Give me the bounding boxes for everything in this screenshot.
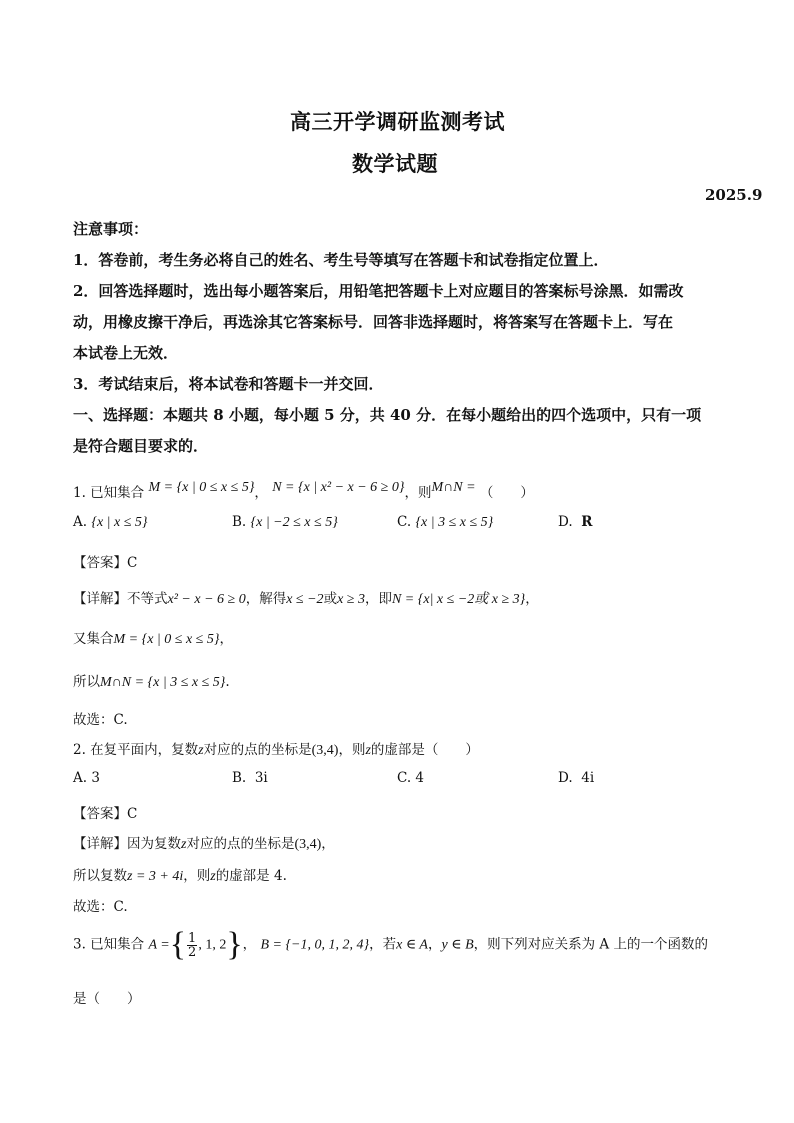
- note-2-line-2: 动，用橡皮擦干净后，再选涂其它答案标号．回答非选择题时，将答案写在答题卡上．写在: [73, 313, 674, 331]
- q2-option-a: A. 3: [73, 770, 100, 786]
- q2-detail-line-2: 所以复数z = 3 + 4i，则z的虚部是 4.: [73, 868, 287, 884]
- note-2-line-3: 本试卷上无效．: [73, 344, 179, 362]
- exam-title: 高三开学调研监测考试: [290, 109, 505, 134]
- q1-set-m: M = {x | 0 ≤ x ≤ 5}: [148, 480, 255, 495]
- question-2-stem: 2. 在复平面内，复数z对应的点的坐标是(3,4)，则z的虚部是（ ）: [73, 742, 479, 758]
- q1-expr: M∩N =: [431, 480, 476, 495]
- q1-paren: （ ）: [479, 485, 534, 501]
- q2-option-c: C. 4: [397, 770, 425, 786]
- q1-then: ，则: [404, 485, 432, 501]
- question-1-stem: [73, 481, 534, 502]
- q1-answer: 【答案】C: [73, 555, 138, 571]
- fraction-one-half: $\frac{1}{2}$: [188, 930, 197, 960]
- note-1: 1．答卷前，考生务必将自己的姓名、考生号等填写在答题卡和试卷指定位置上．: [73, 251, 609, 269]
- q2-option-b: B. 3i: [232, 770, 268, 786]
- q1-option-c: C. {x | 3 ≤ x ≤ 5}: [397, 514, 494, 530]
- q2-detail-line-1: 【详解】因为复数z对应的点的坐标是(3,4)，: [73, 836, 335, 852]
- q2-answer: 【答案】C: [73, 806, 138, 822]
- section-heading-line-1: 一、选择题：本题共 8 小题，每小题 5 分，共 40 分．在每小题给出的四个选项中，只有一项: [73, 406, 702, 424]
- q1-option-b: B. {x | −2 ≤ x ≤ 5}: [232, 514, 338, 530]
- note-3: 3．考试结束后，将本试卷和答题卡一并交回．: [73, 375, 384, 393]
- q1-option-d: D. R: [558, 514, 593, 530]
- q1-detail-line-1: 【详解】不等式x² − x − 6 ≥ 0，解得x ≤ −2或x ≥ 3，即N = {x| x ≤ −2或 x ≥ 3}，: [73, 591, 539, 607]
- question-3-stem: 3. 已知集合 A ={ $\frac{1}{2}$ , 1, 2}， B = {−1, 0, 1, 2, 4}，若x ∈ A，y ∈ B，则下列对应关系为 A 上的一个函数的: [73, 926, 708, 963]
- q1-conclusion: 故选：C.: [73, 712, 128, 728]
- q1-option-a: A. {x | x ≤ 5}: [73, 514, 148, 530]
- exam-subtitle: 数学试题: [352, 151, 438, 176]
- notes-heading: 注意事项：: [73, 220, 149, 238]
- note-2-line-1: 2．回答选择题时，选出每小题答案后，用铅笔把答题卡上对应题目的答案标号涂黑．如需改: [73, 282, 684, 300]
- q1-prefix: 1. 已知集合: [73, 485, 145, 501]
- right-brace: }: [226, 926, 243, 963]
- section-heading-line-2: 是符合题目要求的．: [73, 437, 209, 455]
- q1-detail-line-3: 所以M∩N = {x | 3 ≤ x ≤ 5}.: [73, 674, 230, 690]
- left-brace: {: [169, 926, 187, 963]
- q1-detail-line-2: 又集合M = {x | 0 ≤ x ≤ 5}，: [73, 631, 233, 647]
- exam-date: 2025.9: [705, 186, 763, 204]
- q1-sep: ，: [254, 485, 268, 501]
- q2-option-d: D. 4i: [558, 770, 595, 786]
- q1-set-n: N = {x | x² − x − 6 ≥ 0}: [272, 480, 405, 495]
- question-3-line-2: 是（ ）: [73, 991, 141, 1007]
- q2-conclusion: 故选：C.: [73, 899, 128, 915]
